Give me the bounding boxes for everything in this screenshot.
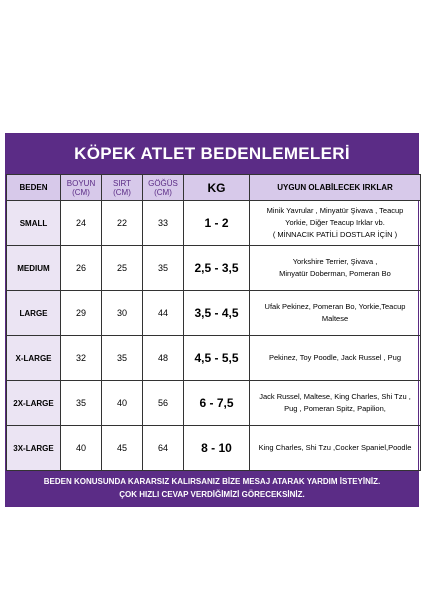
kg-cell: 4,5 - 5,5 (184, 336, 250, 381)
header-back-label: SIRT (112, 178, 132, 188)
kg-cell: 3,5 - 4,5 (184, 291, 250, 336)
back-cell: 30 (102, 291, 143, 336)
table-body (7, 201, 421, 471)
kg-cell: 6 - 7,5 (184, 381, 250, 426)
neck-cell: 26 (61, 246, 102, 291)
table-row (7, 381, 421, 426)
neck-cell: 32 (61, 336, 102, 381)
header-neck-unit: (CM) (72, 187, 90, 197)
breeds-cell (250, 291, 421, 336)
neck-cell: 29 (61, 291, 102, 336)
header-back (102, 175, 143, 201)
chest-cell: 48 (143, 336, 184, 381)
chest-cell: 33 (143, 201, 184, 246)
breeds-line: Ufak Pekinez, Pomeran Bo, Yorkie,Teacup (264, 302, 406, 311)
back-cell: 22 (102, 201, 143, 246)
neck-cell: 24 (61, 201, 102, 246)
header-neck-label: BOYUN (66, 178, 96, 188)
header-row (7, 175, 421, 201)
header-back-unit: (CM) (113, 187, 131, 197)
chest-cell: 35 (143, 246, 184, 291)
breeds-line: Pug , Pomeran Spitz, Papilion, (284, 404, 386, 413)
kg-cell: 2,5 - 3,5 (184, 246, 250, 291)
header-kg: KG (184, 175, 250, 201)
kg-cell: 1 - 2 (184, 201, 250, 246)
back-cell: 25 (102, 246, 143, 291)
kg-cell: 8 - 10 (184, 426, 250, 471)
chart-title: KÖPEK ATLET BEDENLEMELERİ (6, 134, 418, 174)
back-cell: 40 (102, 381, 143, 426)
breeds-line: Pekinez, Toy Poodle, Jack Russel , Pug (268, 353, 401, 362)
chest-cell: 64 (143, 426, 184, 471)
breeds-cell (250, 381, 421, 426)
table-row (7, 291, 421, 336)
back-cell: 35 (102, 336, 143, 381)
size-cell: MEDIUM (7, 246, 61, 291)
breeds-cell (250, 336, 421, 381)
neck-cell: 40 (61, 426, 102, 471)
header-chest-label: GÖĞÜS (148, 178, 178, 188)
header-size: BEDEN (7, 175, 61, 201)
header-chest (143, 175, 184, 201)
breeds-line: Maltese (321, 314, 349, 323)
neck-cell: 35 (61, 381, 102, 426)
size-cell: 2X-LARGE (7, 381, 61, 426)
size-cell: SMALL (7, 201, 61, 246)
chest-cell: 44 (143, 291, 184, 336)
chest-cell: 56 (143, 381, 184, 426)
table-row (7, 426, 421, 471)
size-table (6, 174, 421, 471)
breeds-line: Yorkshire Terrier, Şivava , (292, 257, 378, 266)
breeds-line: Jack Russel, Maltese, King Charles, Shi Tzu , (259, 392, 411, 401)
header-neck (61, 175, 102, 201)
size-cell: X-LARGE (7, 336, 61, 381)
size-chart (5, 133, 419, 507)
table-row (7, 336, 421, 381)
table-row (7, 201, 421, 246)
footer-line-1: BEDEN KONUSUNDA KARARSIZ KALIRSANIZ BİZE MESAJ ATARAK YARDIM İSTEYİNİZ. (43, 477, 381, 486)
back-cell: 45 (102, 426, 143, 471)
breeds-line: King Charles, Shi Tzu ,Cocker Spaniel,Poodle (258, 443, 412, 452)
breeds-line: ( MİNNACIK PATİLİ DOSTLAR İÇİN ) (272, 230, 398, 239)
footer-line-2: ÇOK HIZLI CEVAP VERDİĞİMİZİ GÖRECEKSİNİZ. (119, 490, 305, 499)
breeds-cell (250, 201, 421, 246)
breeds-line: Yorkie, Diğer Teacup Irklar vb. (285, 218, 385, 227)
breeds-cell (250, 246, 421, 291)
breeds-cell (250, 426, 421, 471)
size-cell: 3X-LARGE (7, 426, 61, 471)
table-row (7, 246, 421, 291)
breeds-line: Minyatür Doberman, Pomeran Bo (279, 269, 391, 278)
footer-note (6, 471, 418, 506)
header-chest-unit: (CM) (154, 187, 172, 197)
header-breeds: UYGUN OLABİLECEK IRKLAR (250, 175, 421, 201)
breeds-line: Minik Yavrular , Minyatür Şivava , Teacup (266, 206, 404, 215)
size-cell: LARGE (7, 291, 61, 336)
